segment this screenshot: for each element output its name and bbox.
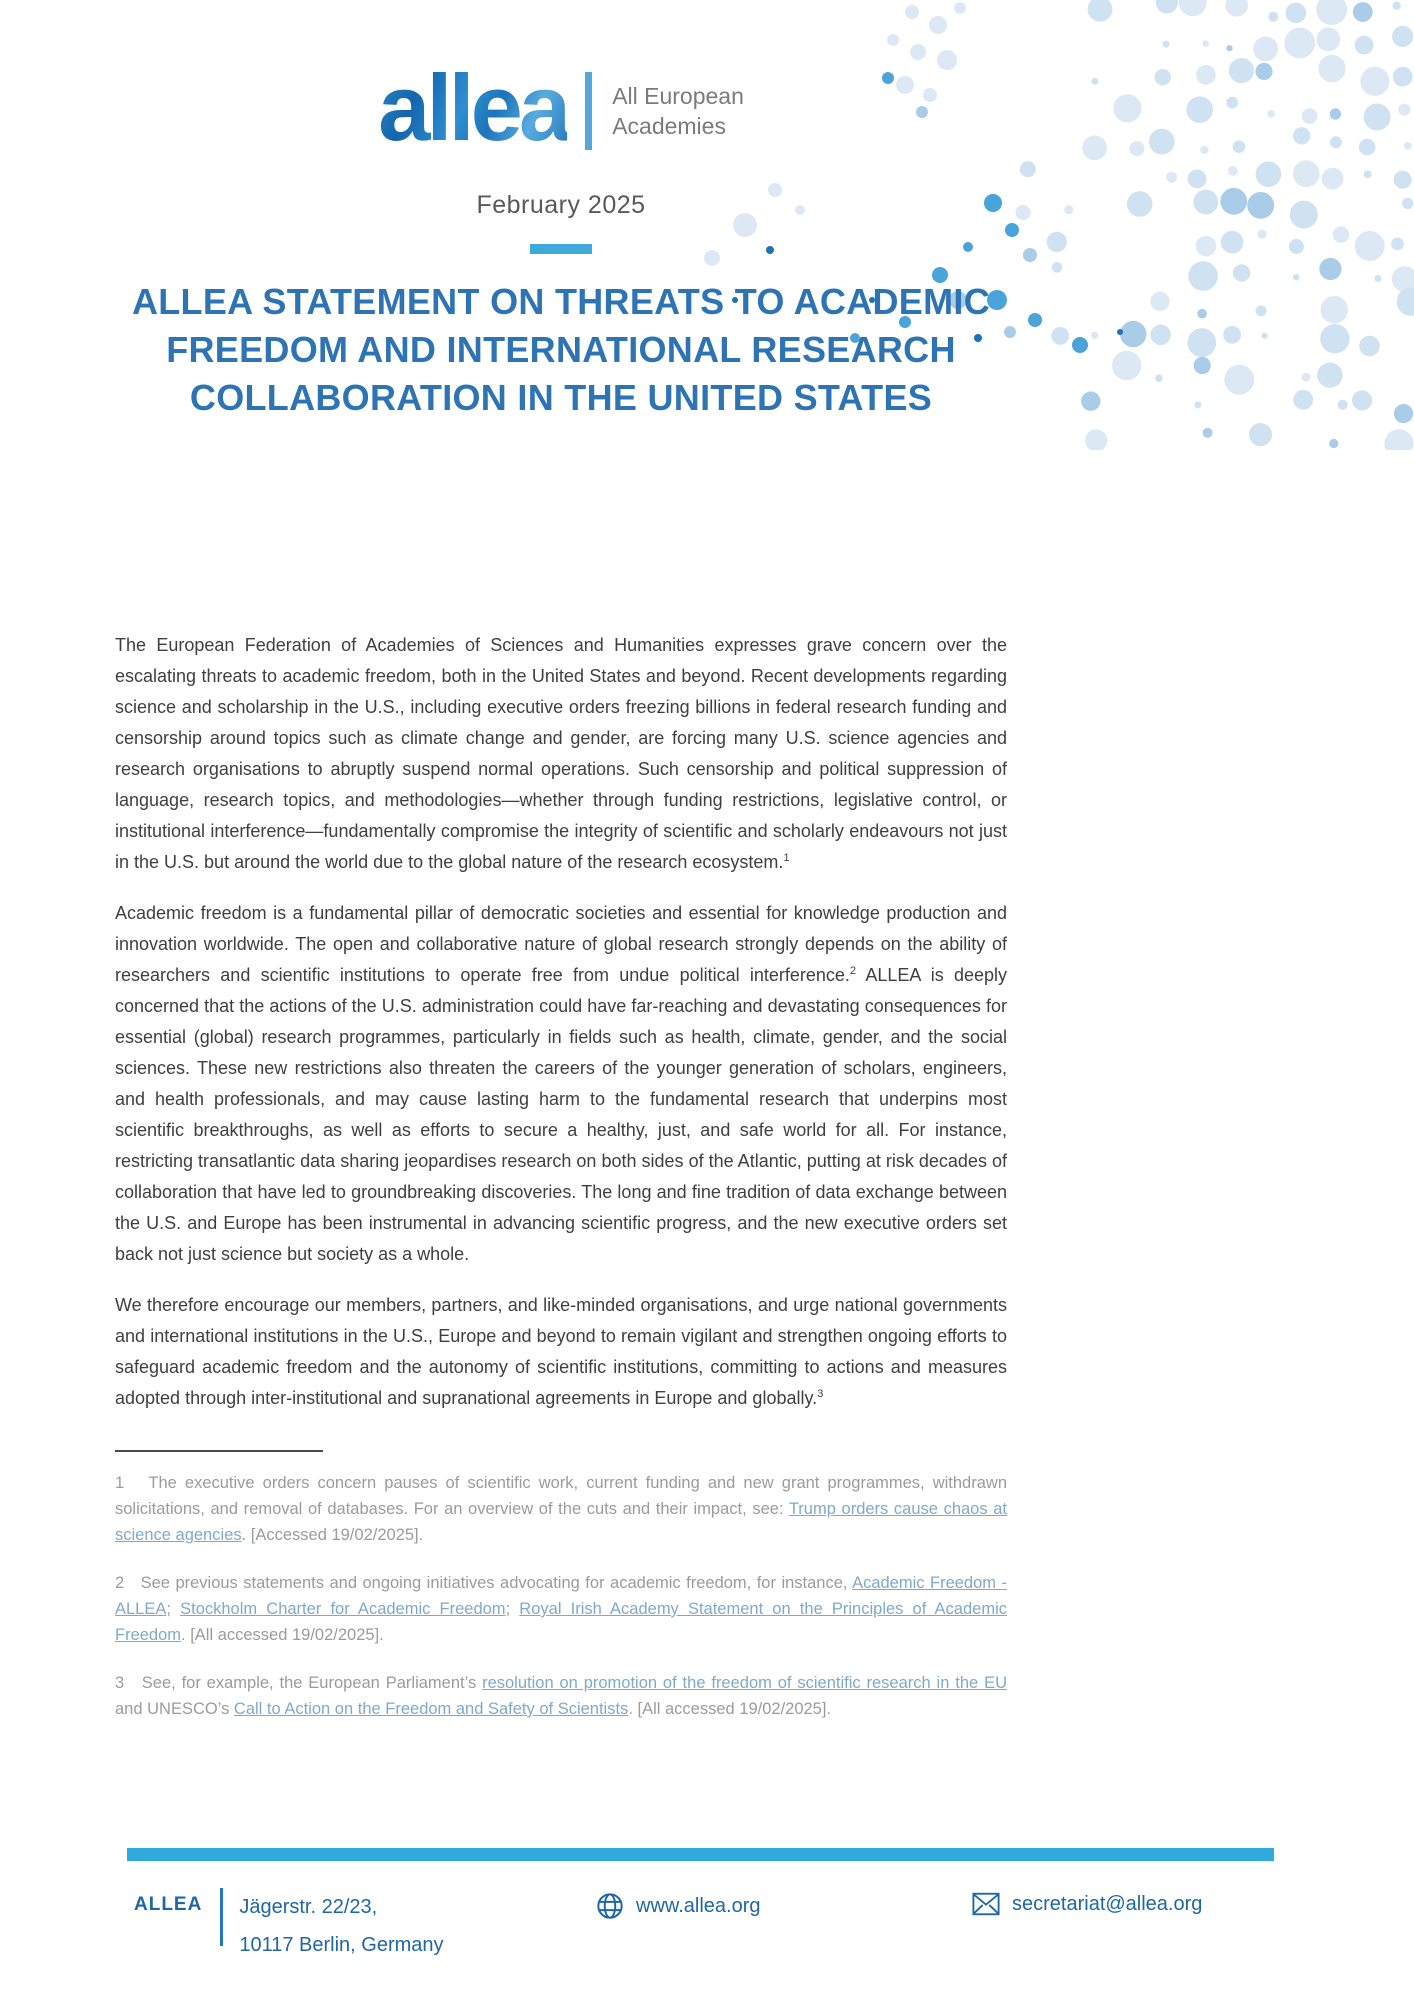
footnote: [115, 1470, 1007, 1548]
footer-address-block: [134, 1888, 444, 1964]
text-run: 1 The executive orders concern pauses of scientific work, current funding and new grant programmes, withdrawn solicitations, and removal of databases. For an overview of the cuts and their impact, see:: [115, 1474, 1007, 1518]
accent-bar: [530, 244, 592, 254]
logo-tagline: [612, 81, 744, 141]
logo-divider: [585, 72, 592, 150]
footer-address-line1: Jägerstr. 22/23,: [239, 1896, 378, 1918]
footnote-link[interactable]: Royal Irish Academy Statement on the Principles of Academic Freedom: [115, 1600, 1007, 1644]
text-run: ALLEA is deeply concerned that the actions of the U.S. administration could have far-reaching and devastating consequences for essential (global) research programmes, particularly in fields such as health, climate, gender, and the social sciences. These new restrictions also threaten the careers of the younger generation of scholars, engineers, and health professionals, and may cause lasting harm to the fundamental research that underpins most scientific breakthroughs, as well as efforts to secure a healthy, just, and safe world for all. For instance, restricting transatlantic data sharing jeopardises research on both sides of the Atlantic, putting at risk decades of collaboration that have led to groundbreaking discoveries. The long and fine tradition of data exchange between the U.S. and Europe has been instrumental in advancing scientific progress, and the new executive orders set back not just science but society as a whole.: [115, 965, 1007, 1264]
statement-content: [115, 630, 1007, 1744]
footnote-link[interactable]: Stockholm Charter for Academic Freedom: [180, 1600, 506, 1618]
footnote-link[interactable]: Trump orders cause chaos at science agencies: [115, 1500, 1007, 1544]
document-title: ALLEA STATEMENT ON THREATS TO ACADEMIC FREEDOM AND INTERNATIONAL RESEARCH COLLABORATION IN THE UNITED STATES: [131, 280, 991, 418]
footnote-marker: 1: [783, 852, 790, 864]
text-run: The European Federation of Academies of Sciences and Humanities expresses grave concern over the escalating threats to academic freedom, both in the United States and beyond. Recent developments regarding science and scholarship in the U.S., including executive orders freezing billions in federal research funding and censorship around topics such as climate change and gender, are forcing many U.S. science agencies and research organisations to abruptly suspend normal operations. Such censorship and political suppression of language, research topics, and methodologies—whether through funding restrictions, legislative control, or institutional interference—fundamentally compromise the integrity of scientific and scholarly endeavours not just in the U.S. but around the world due to the global nature of the research ecosystem.: [115, 635, 1007, 872]
logo-tagline-line1: All European: [612, 83, 744, 110]
text-run: . [All accessed 19/02/2025].: [181, 1626, 384, 1644]
footer-website[interactable]: www.allea.org: [636, 1894, 761, 1917]
footnote-marker: 2: [849, 965, 857, 977]
allea-logo-wordmark: allea: [378, 55, 568, 160]
logo-tagline-line2: Academies: [612, 113, 726, 140]
text-run: We therefore encourage our members, partners, and like-minded organisations, and urge national governments and international institutions in the U.S., Europe and beyond to remain vigilant and strengthen ongoing efforts to safeguard academic freedom and the autonomy of scientific institutions, committing to actions and measures adopted through inter-institutional and supranational agreements in Europe and globally.: [115, 1295, 1007, 1408]
footer-email-item: [972, 1892, 1202, 1916]
statement-paragraph: [115, 1290, 1007, 1414]
header-column: [115, 0, 1007, 422]
footer-org: ALLEA: [134, 1894, 203, 1915]
footnotes-list: [115, 1470, 1007, 1722]
footer-divider: [220, 1888, 223, 1946]
statement-paragraph: [115, 898, 1007, 1270]
footer-email[interactable]: secretariat@allea.org: [1012, 1892, 1203, 1915]
text-run: 2 See previous statements and ongoing initiatives advocating for academic freedom, for instance,: [115, 1574, 853, 1592]
text-run: ;: [166, 1600, 181, 1618]
email-icon: [972, 1892, 1000, 1916]
globe-icon: [596, 1892, 624, 1920]
text-run: Academic freedom is a fundamental pillar of democratic societies and essential for knowledge production and innovation worldwide. The open and collaborative nature of global research strongly depends on the ability of researchers and scientific institutions to operate free from undue political interference.: [115, 903, 1007, 985]
footnote-link[interactable]: Academic Freedom - ALLEA: [115, 1574, 1007, 1618]
footnote: [115, 1670, 1007, 1722]
page-footer: [0, 1884, 1414, 1974]
statement-paragraph: [115, 630, 1007, 878]
document-date: February 2025: [476, 190, 646, 219]
footer-website-item: [596, 1892, 761, 1920]
footnote-link[interactable]: Call to Action on the Freedom and Safety of Scientists: [233, 1700, 629, 1718]
footnotes-section: [115, 1450, 1007, 1722]
text-run: 3 See, for example, the European Parliament’s: [115, 1674, 483, 1692]
footnote-link[interactable]: resolution on promotion of the freedom of scientific research in the EU: [482, 1674, 1007, 1692]
footer-address: [239, 1888, 443, 1964]
text-run: ;: [505, 1600, 520, 1618]
text-run: . [All accessed 19/02/2025].: [628, 1700, 832, 1718]
footnote-separator: [115, 1450, 323, 1452]
footer-bar: [127, 1848, 1274, 1861]
footnote-marker: 3: [817, 1388, 824, 1400]
text-run: and UNESCO’s: [115, 1700, 234, 1718]
text-run: . [Accessed 19/02/2025].: [241, 1526, 424, 1544]
allea-logo: [115, 55, 1007, 160]
footer-address-line2: 10117 Berlin, Germany: [239, 1934, 444, 1956]
statement-body: [115, 630, 1007, 1414]
footnote: [115, 1570, 1007, 1648]
